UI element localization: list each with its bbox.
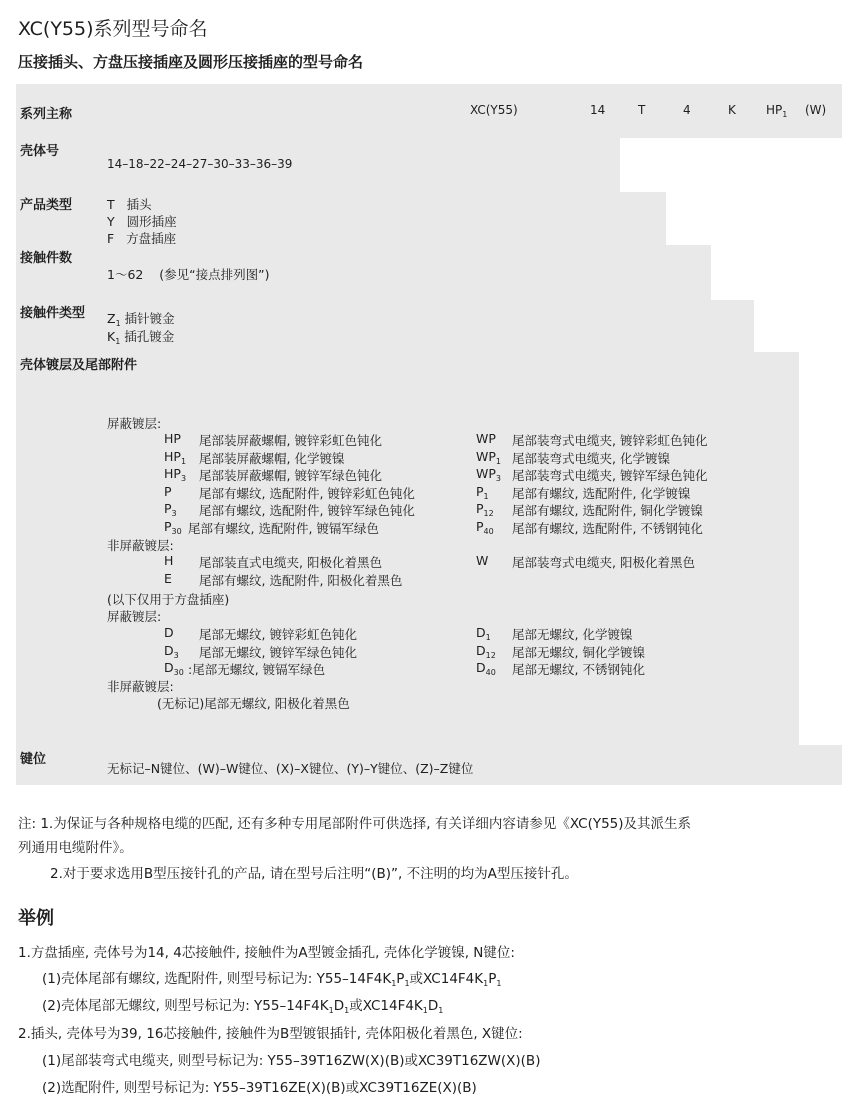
plating-desc: 尾部无螺纹, 不锈钢钝化 xyxy=(512,662,645,677)
plating-label: 壳体镀层及尾部附件 xyxy=(20,358,138,373)
plating-code: E xyxy=(164,570,172,586)
page-subtitle: 压接插头、方盘压接插座及圆形压接插座的型号命名 xyxy=(18,53,364,71)
header-key: (W) xyxy=(805,103,827,117)
example-1-b: (2)壳体尾部无螺纹, 则型号标记为: $Y55-14F4K_1D_1$或$XC14F4K_1D_1$ xyxy=(42,998,444,1015)
plating-desc: 尾部装弯式电缆夹, 镀锌彩虹色钝化 xyxy=(512,433,708,448)
plating-code: $D_{40}$ xyxy=(476,660,496,677)
plating-code: D xyxy=(164,625,174,640)
page-title: XC(Y55)系列型号命名 xyxy=(18,18,208,40)
product-item: F 方盘插座 xyxy=(107,231,177,246)
header-series: XC(Y55) xyxy=(470,103,518,117)
plating-desc: 尾部有螺纹, 选配附件, 镀锌军绿色钝化 xyxy=(199,503,415,518)
plating-desc: 尾部有螺纹, 选配附件, 镀锌彩虹色钝化 xyxy=(199,485,415,501)
plating-code: $P_{30}$ xyxy=(164,518,182,536)
examples-title: 举例 xyxy=(18,908,54,929)
plating-code: $P_{40}$ xyxy=(476,518,494,536)
shield-label: 屏蔽镀层: xyxy=(107,416,162,431)
plating-code: $D_3$ xyxy=(164,642,179,660)
example-1: 1.方盘插座, 壳体号为14, 4芯接触件, 接触件为A型镀金插孔, 壳体化学镀镍, N键位: xyxy=(18,945,515,961)
plating-code: $HP_1$ xyxy=(164,448,187,466)
plating-desc: 尾部装直式电缆夹, 阳极化着黑色 xyxy=(199,555,382,570)
series-label: 系列主称 xyxy=(20,107,73,122)
example-1-a: (1)壳体尾部有螺纹, 选配附件, 则型号标记为: $Y55-14F4K_1P_1$或$XC14F4K_1P_1$ xyxy=(42,971,502,988)
shield2-label: 屏蔽镀层: xyxy=(107,609,162,624)
example-2-a: (1)尾部装弯式电缆夹, 则型号标记为: Y55–39T16ZW(X)(B)或XC39T16ZW(X)(B) xyxy=(42,1053,541,1069)
plating-desc: 尾部无螺纹, 镀锌彩虹色钝化 xyxy=(199,627,357,642)
example-2: 2.插头, 壳体号为39, 16芯接触件, 接触件为B型镀银插针, 壳体阳极化着黑色, X键位: xyxy=(18,1026,523,1042)
plating-code: $P_3$ xyxy=(164,501,177,518)
plating-desc: 尾部装弯式电缆夹, 化学镀镍 xyxy=(512,450,670,466)
plating-desc: 尾部装屏蔽螺帽, 化学镀镍 xyxy=(199,450,345,466)
plating-code: $WP_3$ xyxy=(476,466,501,483)
nonshield2-label: 非屏蔽镀层: xyxy=(107,679,174,694)
plating-desc: 尾部装屏蔽螺帽, 镀锌彩虹色钝化 xyxy=(199,433,382,448)
product-item: Y 圆形插座 xyxy=(107,214,177,229)
product-label: 产品类型 xyxy=(20,198,73,213)
contact-type-label: 接触件类型 xyxy=(20,306,86,321)
header-shell: 14 xyxy=(590,103,606,117)
plating-code: WP xyxy=(476,431,496,446)
square-only-label: (以下仅用于方盘插座) xyxy=(107,592,230,607)
plating-code: $P_{12}$ xyxy=(476,501,494,518)
plating-desc: 尾部有螺纹, 选配附件, 不锈钢钝化 xyxy=(512,520,703,536)
nonshield-label: 非屏蔽镀层: xyxy=(107,538,174,553)
plating-desc: 尾部无螺纹, 化学镀镍 xyxy=(512,627,633,642)
note-1-cont: 列通用电缆附件》。 xyxy=(18,840,133,856)
plating-code: P xyxy=(164,483,172,499)
plating-desc: 尾部有螺纹, 选配附件, 阳极化着黑色 xyxy=(199,572,403,588)
plating-code: $WP_1$ xyxy=(476,448,501,466)
header-type: T xyxy=(638,103,646,117)
shell-values: 14–18–22–24–27–30–33–36–39 xyxy=(107,157,293,171)
plating-desc: 尾部装屏蔽螺帽, 镀锌军绿色钝化 xyxy=(199,468,382,483)
plating-code: W xyxy=(476,553,489,568)
plating-desc: 尾部无螺纹, 铜化学镀镍 xyxy=(512,644,645,660)
plating-code: $D_1$ xyxy=(476,625,491,642)
plating-desc: 尾部有螺纹, 选配附件, 铜化学镀镍 xyxy=(512,503,703,518)
plating-desc: :尾部无螺纹, 镀镉军绿色 xyxy=(188,662,326,677)
note-2: 2.对于要求选用B型压接针孔的产品, 请在型号后注明“(B)”, 不注明的均为A型压接针孔。 xyxy=(50,866,578,882)
contact-type-item: $Z_1$ 插针镀金 xyxy=(107,311,175,328)
unmarked-row: (无标记)尾部无螺纹, 阳极化着黑色 xyxy=(157,696,350,711)
key-values: 无标记–N键位、(W)–W键位、(X)–X键位、(Y)–Y键位、(Z)–Z键位 xyxy=(107,761,474,776)
band-series xyxy=(16,84,842,138)
contact-type-item: $K_1$ 插孔镀金 xyxy=(107,329,175,346)
plating-desc: 尾部装弯式电缆夹, 阳极化着黑色 xyxy=(512,555,695,570)
header-contact-type: K xyxy=(728,103,736,117)
plating-code: $HP_3$ xyxy=(164,466,187,483)
header-plating: $HP_1$ xyxy=(766,103,788,119)
note-1: 注: 1.为保证与各种规格电缆的匹配, 还有多种专用尾部附件可供选择, 有关详细内容请参见《XC(Y55)及其派生系 xyxy=(18,816,692,832)
plating-code: $D_{30}$ xyxy=(164,660,184,677)
shell-label: 壳体号 xyxy=(20,144,60,159)
plating-desc: 尾部有螺纹, 选配附件, 镀镉军绿色 xyxy=(188,520,379,536)
header-contacts: 4 xyxy=(683,103,691,117)
key-label: 键位 xyxy=(20,752,47,767)
plating-desc: 尾部有螺纹, 选配附件, 化学镀镍 xyxy=(512,485,691,501)
plating-desc: 尾部无螺纹, 镀锌军绿色钝化 xyxy=(199,644,357,660)
contacts-label: 接触件数 xyxy=(20,251,73,266)
plating-code: $D_{12}$ xyxy=(476,642,496,660)
contacts-range: 1～62 (参见“接点排列图”) xyxy=(107,267,270,282)
plating-code: H xyxy=(164,553,174,568)
plating-code: HP xyxy=(164,431,181,446)
product-item: T 插头 xyxy=(107,197,152,212)
plating-desc: 尾部装弯式电缆夹, 镀锌军绿色钝化 xyxy=(512,468,708,483)
example-2-b: (2)选配附件, 则型号标记为: Y55–39T16ZE(X)(B)或XC39T16ZE(X)(B) xyxy=(42,1080,477,1096)
plating-code: $P_1$ xyxy=(476,483,489,501)
